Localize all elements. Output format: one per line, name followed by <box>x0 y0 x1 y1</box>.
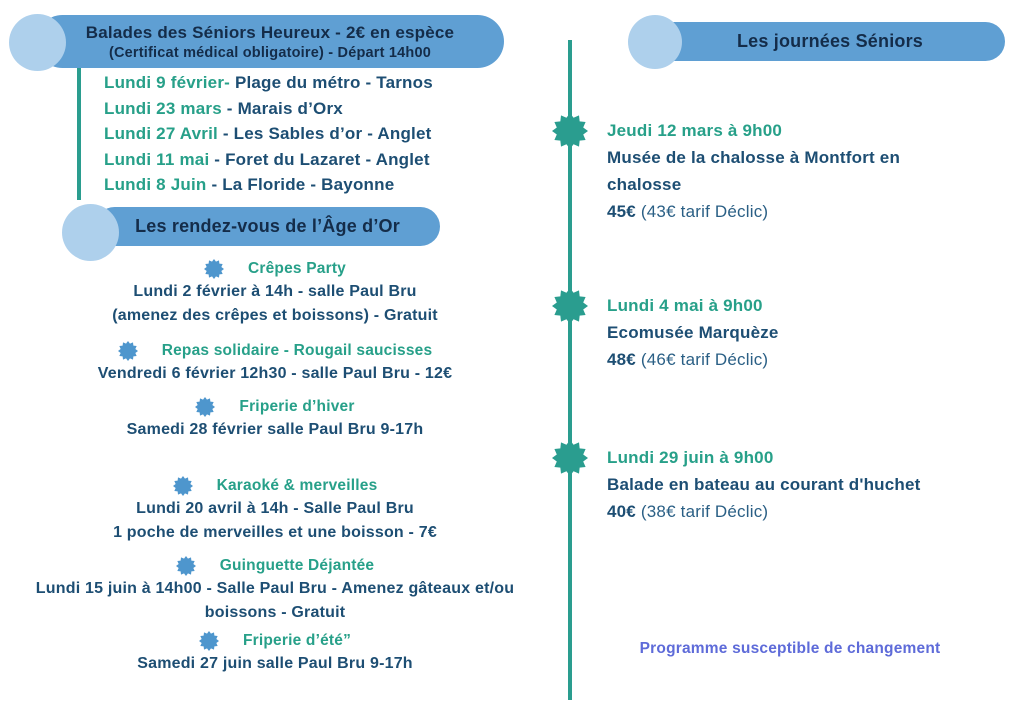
journee-price-note: (38€ tarif Déclic) <box>640 502 769 521</box>
balade-date: Lundi 23 mars <box>104 98 222 118</box>
timeline-starburst-icon <box>552 113 588 149</box>
banner-balades <box>36 15 504 68</box>
balade-row <box>104 121 534 147</box>
timeline-starburst-icon <box>552 440 588 476</box>
journee-price: 45€ <box>607 202 636 221</box>
program-disclaimer: Programme susceptible de changement <box>639 640 941 657</box>
journee-balade-bateau <box>607 444 997 525</box>
event-detail: Lundi 2 février à 14h - salle Paul Bru <box>133 283 417 300</box>
journee-date: Lundi 29 juin à 9h00 <box>607 448 774 467</box>
event-detail: 1 poche de merveilles et une boisson - 7€ <box>113 523 437 541</box>
journee-title: Musée de la chalosse à Montfort en <box>607 148 901 167</box>
event-friperie-hiver <box>25 395 525 442</box>
balade-place: - Marais d’Orx <box>221 98 343 118</box>
event-title: Crêpes Party <box>247 260 347 277</box>
event-guinguette <box>25 554 525 624</box>
journee-price-row <box>607 346 997 373</box>
journee-date: Jeudi 12 mars à 9h00 <box>607 121 783 140</box>
banner-balades-title: Balades des Séniors Heureux - 2€ en espèce <box>85 22 455 42</box>
banner-rendez-vous-circle-decoration <box>62 204 119 261</box>
balade-row <box>104 96 534 122</box>
event-title: Friperie d’été” <box>242 632 352 649</box>
balade-row <box>104 172 534 198</box>
balades-list <box>104 70 534 198</box>
event-repas-solidaire <box>25 339 525 386</box>
event-karaoke <box>25 474 525 544</box>
starburst-icon <box>173 476 193 496</box>
starburst-icon <box>204 259 224 279</box>
journee-title: Ecomusée Marquèze <box>607 323 779 342</box>
balade-date: Lundi 27 Avril <box>104 124 218 143</box>
banner-journees-title: Les journées Séniors <box>736 31 924 51</box>
journee-price-note: (43€ tarif Déclic) <box>640 202 769 221</box>
starburst-icon <box>195 397 215 417</box>
banner-balades-circle-decoration <box>9 14 66 71</box>
journee-ecomusee <box>607 292 997 373</box>
balade-place: - La Floride - Bayonne <box>206 175 395 194</box>
journee-price-note: (46€ tarif Déclic) <box>640 350 769 369</box>
balade-date: Lundi 8 Juin <box>104 175 207 194</box>
balade-row <box>104 70 534 96</box>
starburst-icon <box>199 631 219 651</box>
event-title: Karaoké & merveilles <box>216 477 378 494</box>
event-detail: Vendredi 6 février 12h30 - salle Paul Bru - 12€ <box>97 365 453 382</box>
starburst-icon <box>118 341 138 361</box>
balade-date: Lundi 11 mai <box>104 149 210 169</box>
journee-title: chalosse <box>607 175 682 194</box>
timeline-starburst-icon <box>552 288 588 324</box>
banner-rendez-vous-title: Les rendez-vous de l’Âge d’Or <box>135 216 400 236</box>
journee-price-row <box>607 198 997 225</box>
journee-title: Balade en bateau au courant d'huchet <box>607 475 921 494</box>
left-timeline-line <box>77 68 81 200</box>
balade-place: - Les Sables d’or - Anglet <box>217 124 432 143</box>
event-detail: boissons - Gratuit <box>204 603 346 621</box>
event-title: Guinguette Déjantée <box>219 557 375 574</box>
balade-row <box>104 147 534 173</box>
event-title: Friperie d’hiver <box>239 398 355 415</box>
event-detail: Lundi 15 juin à 14h00 - Salle Paul Bru - Amenez gâteaux et/ou <box>35 580 515 597</box>
banner-balades-subtitle: (Certificat médical obligatoire) - Départ 14h00 <box>108 44 432 61</box>
journee-price: 48€ <box>607 350 636 369</box>
journee-date: Lundi 4 mai à 9h00 <box>607 296 763 315</box>
journee-price: 40€ <box>607 502 636 521</box>
event-friperie-ete <box>25 629 525 676</box>
journee-price-row <box>607 498 997 525</box>
banner-journees-circle-decoration <box>628 15 682 69</box>
event-crepes-party <box>25 257 525 327</box>
balade-place: - Foret du Lazaret - Anglet <box>209 149 430 169</box>
journee-musee-chalosse <box>607 117 997 225</box>
banner-journees <box>655 22 1005 61</box>
event-detail: Samedi 27 juin salle Paul Bru 9-17h <box>137 655 413 672</box>
event-detail: (amenez des crêpes et boissons) - Gratuit <box>112 306 438 324</box>
event-title: Repas solidaire - Rougail saucisses <box>161 342 433 359</box>
event-detail: Samedi 28 février salle Paul Bru 9-17h <box>126 421 424 438</box>
starburst-icon <box>176 556 196 576</box>
event-detail: Lundi 20 avril à 14h - Salle Paul Bru <box>136 500 414 517</box>
banner-rendez-vous <box>95 207 440 246</box>
balade-place: Plage du métro - Tarnos <box>230 73 433 92</box>
balade-date: Lundi 9 février- <box>104 73 231 92</box>
